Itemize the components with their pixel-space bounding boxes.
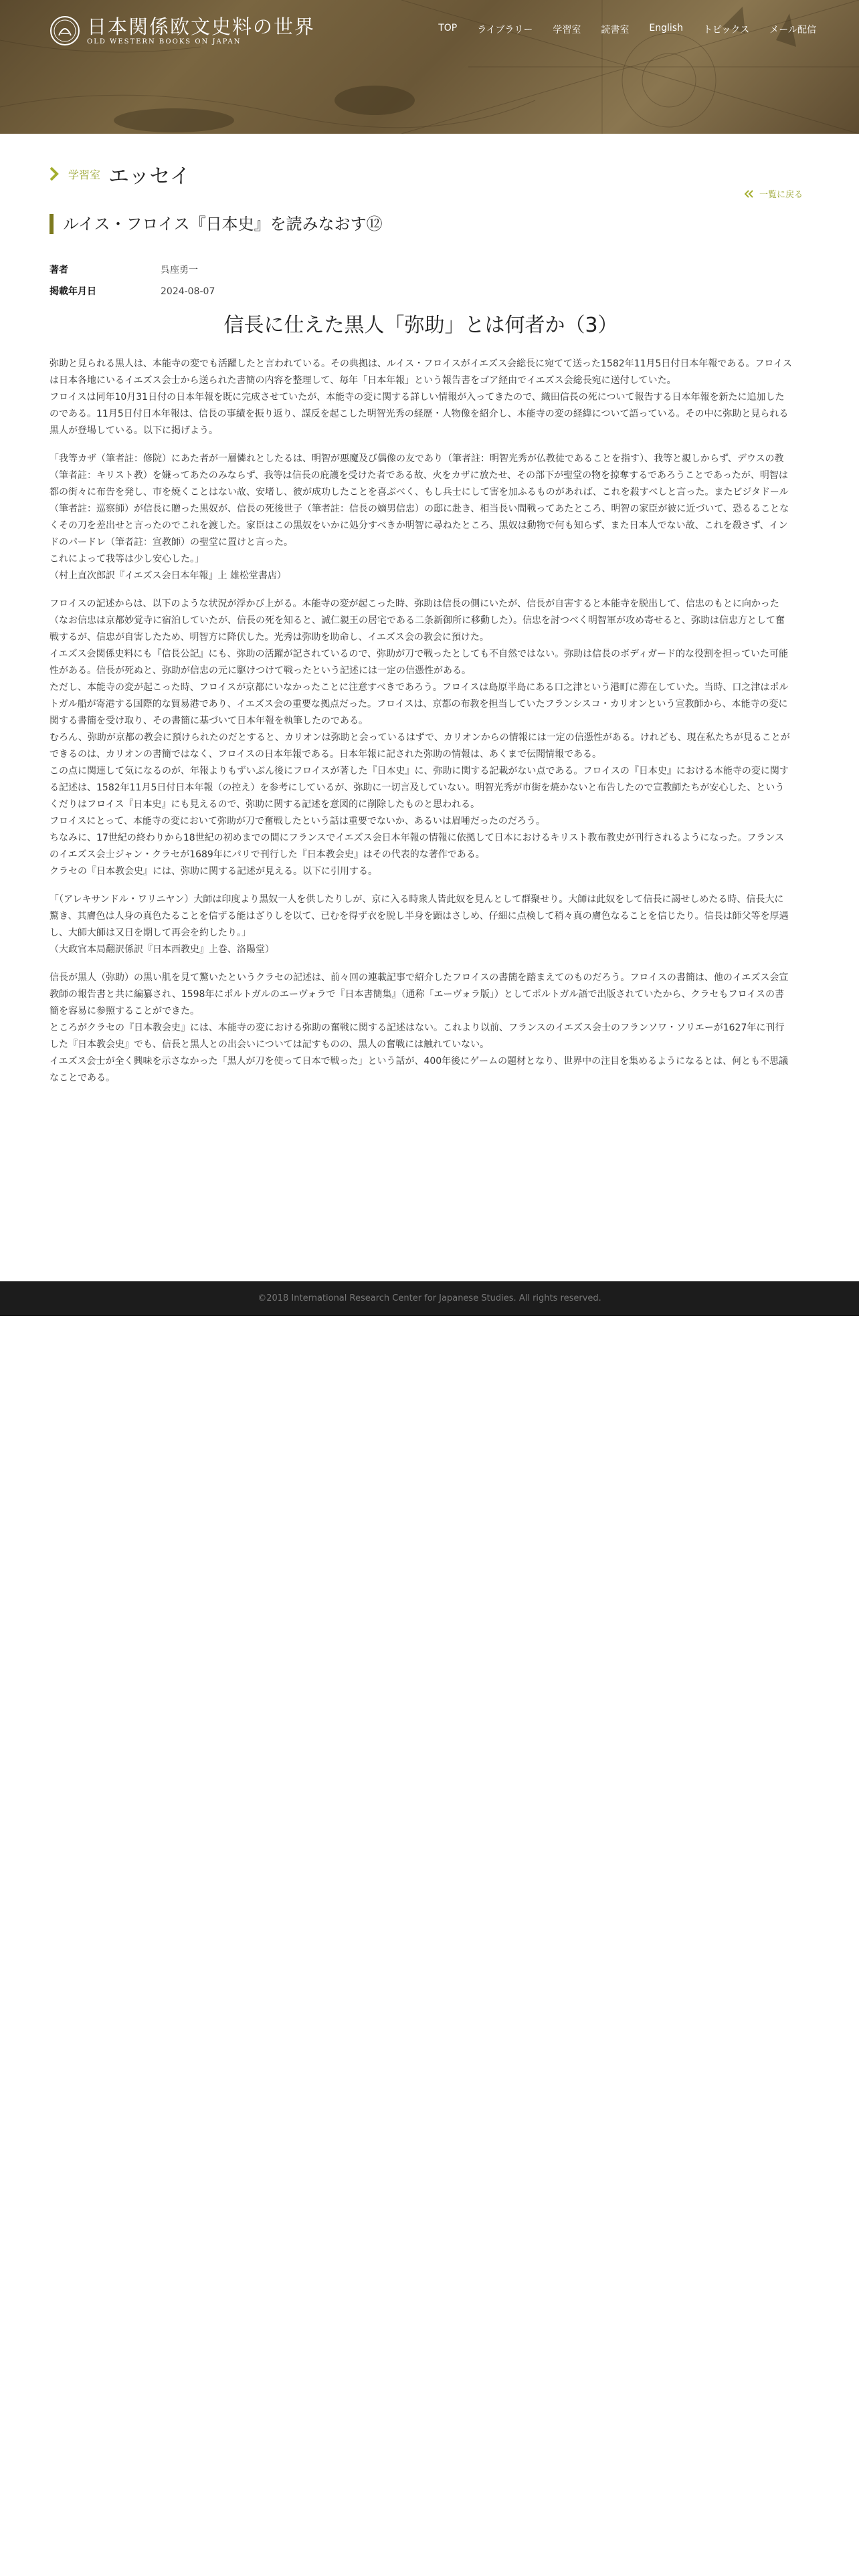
nav-library[interactable]: ライブラリー [477, 25, 533, 35]
breadcrumb [50, 159, 792, 189]
main-content [50, 159, 803, 1087]
nav-top[interactable]: TOP [438, 23, 458, 33]
nav-study-room[interactable]: 学習室 [553, 25, 581, 35]
article-paragraph: 弥助と見られる黒人は、本能寺の変でも活躍したと言われている。その典拠は、ルイス・フロイスがイエズス会総長に宛てて送った1582年11月5日付日本年報である。フロイスは日本各地にいるイエズス会士から送られた書簡の内容を整理して、毎年「日本年報」という報告書をゴア経由でイエズス会総長宛に送付していた。 フロイスは同年10月31日付の日本年報を既に完成させていたが、本能寺の変に関する詳しい情報が入ってきたので、織田信長の死について報告する日本年報を新たに追加したのである。11月5日付日本年報は、信長の事績を振り返り、謀反を起こした明智光秀の経歴・人物像を紹介し、本能寺の変の経緯について語っている。その中に弥助と見られる黒人が登場している。以下に掲げよう。 [50, 358, 792, 437]
article-meta [50, 259, 792, 302]
article-series-title: ルイス・フロイス『日本史』を読みなおす⑫ [50, 214, 792, 234]
article-paragraph: 信長が黒人（弥助）の黒い肌を見て驚いたというクラセの記述は、前々回の連載記事で紹介したフロイスの書簡を踏まえてのものだろう。フロイスの書簡は、他のイエズス会宣教師の報告書と共に編纂され、1598年にポルトガルのエーヴォラで『日本書簡集』（通称「エーヴォラ版」）としてポルトガル語で出版されていたから、クラセもフロイスの書簡を容易に参照することができた。 ところがクラセの『日本教会史』には、本能寺の変における弥助の奮戦に関する記述はない。これより以前、フランスのイエズス会士のフランソワ・ソリエーが1627年に刊行した『日本教会史』でも、信長と黒人との出会いについては記すものの、黒人の奮戦には触れていない。 イエズス会士が全く興味を示さなかった「黒人が刀を使って日本で戦った」という話が、400年後にゲームの題材となり、世界中の注目を集めるようになるとは、何とも不思議なことである。 [50, 972, 789, 1084]
page-title: エッセイ [108, 164, 191, 189]
author-value: 呉座勇一 [161, 265, 198, 276]
author-label: 著者 [50, 265, 68, 276]
date-label: 掲載年月日 [50, 286, 96, 297]
article-quote: 「我等カザ（筆者註：修院）にあた者が一層憐れとしたるは、明智が悪魔及び偶像の友であり（筆者註：明智光秀が仏教徒であることを指す）、我等と親しからず、デウスの教（筆者註：キリスト教）を嫌ってあたのみならず、我等は信長の庇護を受けた者である故、火をカザに放たせ、その部下が聖堂の物を掠奪するであろうことであったが、明智は都の街々に布告を発し、市を焼くことはない故、安堵し、彼が成功したことを喜ぶべく、もし兵士にして害を加ふるものがあれば、これを殺すべしと言った。またビジタドール（筆者註：巡察師）が信長に贈った黒奴が、信長の死後世子（筆者註：信長の嫡男信忠）の邸に赴き、相当長い間戦ってあたところ、明智の家臣が彼に近づいて、恐るることなくその刀を差出せと言ったのでこれを渡した。家臣はこの黒奴をいかに処分すべきか明智に尋ねたところ、黒奴は動物で何も知らず、また日本人でない故、これを殺さず、インドのパードレ（筆者註：宣教師）の聖堂に置けと言った。 これによって我等は少し安心した。」 （村上直次郎訳『イエズス会日本年報』上 雄松堂書店） [50, 453, 789, 582]
nav-topics[interactable]: トピックス [702, 25, 750, 35]
logo-title: 日本関係欧文史料の世界 [87, 15, 316, 38]
double-chevron-left-icon [745, 190, 754, 198]
back-to-list-label: 一覧に戻る [759, 190, 803, 200]
header-banner [0, 0, 859, 134]
logo-subtitle: OLD WESTERN BOOKS ON JAPAN [87, 37, 242, 45]
article-headline: 信長に仕えた黒人「弥助」とは何者か（3） [223, 314, 618, 337]
article-quote: 「（アレキサンドル・ワリニヤン）大師は印度より黒奴一人を供したりしが、京に入る時衆人皆此奴を見んとして群聚せり。大師は此奴をして信長に謁せしめたる時、信長大に驚き、其膚色は人身の真色たることを信ずる能はざりしを以て、已むを得ず衣を脱し半身を顕はさしめ、仔細に点検して稍々真の膚色なることを信じたり。信長は師父等を厚遇し、大師大師は又日を期して再会を約したり。」 （大政官本局翻訳係訳『日本西教史』上巻、洛陽堂） [50, 894, 789, 956]
chevron-right-icon [50, 167, 59, 181]
site-footer: ©2018 International Research Center for Japanese Studies. All rights reserved. [0, 1281, 859, 1316]
nav-reading-room[interactable]: 読書室 [601, 25, 630, 35]
back-to-list-link[interactable] [745, 187, 803, 200]
site-logo[interactable] [50, 15, 315, 47]
nav-english[interactable]: English [649, 23, 683, 33]
main-nav [418, 23, 816, 36]
nav-mail[interactable]: メール配信 [769, 25, 816, 35]
logo-seal-icon [50, 15, 80, 46]
date-value: 2024-08-07 [161, 286, 215, 297]
article-paragraph: フロイスの記述からは、以下のような状況が浮かび上がる。本能寺の変が起こった時、弥助は信長の側にいたが、信長が自害すると本能寺を脱出して、信忠のもとに向かった（なお信忠は京都妙覚寺に宿泊していたが、信長の死を知ると、誠仁親王の居宅である二条新御所に移動した）。信忠を討つべく明智軍が攻め寄せると、弥助は信忠方として奮戦するが、信忠が自害したため、明智方に降伏した。光秀は弥助を助命し、イエズス会の教会に預けた。 イエズス会関係史料にも『信長公記』にも、弥助の活躍が記されているので、弥助が刀で戦ったとしても不自然ではない。弥助は信長のボディガード的な役割を担っていた可能性がある。信長が死ぬと、弥助が信忠の元に駆けつけて戦ったという記述には一定の信憑性がある。 ただし、本能寺の変が起こった時、フロイスが京都にいなかったことに注意すべきであろう。フロイスは島原半島にある口之津という港町に滞在していた。当時、口之津はポルトガル船が寄港する国際的な貿易港であり、イエズス会の重要な拠点だった。フロイスは、京都の布教を担当していたフランシスコ・カリオンという宣教師から、本能寺の変に関する書簡を受け取り、その書簡に基づいて日本年報を執筆したのである。 むろん、弥助が京都の教会に預けられたのだとすると、カリオンは弥助と会っているはずで、カリオンからの情報には一定の信憑性がある。けれども、現在私たちが見ることができるのは、カリオンの書簡ではなく、フロイスの日本年報である。日本年報に記された弥助の情報は、あくまで伝聞情報である。 この点に関連して気になるのが、年報よりもずいぶん後にフロイスが著した『日本史』に、弥助に関する記載がない点である。フロイスの『日本史』における本能寺の変に関する記述は、1582年11月5日付日本年報（の控え）を参考にしているが、弥助に一切言及していない。明智光秀が市街を焼かないと布告したので宣教師たちが安心した、というくだりはフロイス『日本史』にも見えるので、弥助に関する記述を意図的に削除したものと思われる。 フロイスにとって、本能寺の変において弥助が刀で奮戦したという話は重要でないか、あるいは眉唾だったのだろう。 ちなみに、17世紀の終わりから18世紀の初めまでの間にフランスでイエズス会日本年報の情報に依拠して日本におけるキリスト教布教史が刊行されるようになった。フランスのイエズス会士ジャン・クラセが1689年にパリで刊行した『日本教会史』はその代表的な著作である。 クラセの『日本教会史』には、弥助に関する記述が見える。以下に引用する。 [50, 599, 790, 877]
breadcrumb-section[interactable]: 学習室 [68, 168, 101, 181]
